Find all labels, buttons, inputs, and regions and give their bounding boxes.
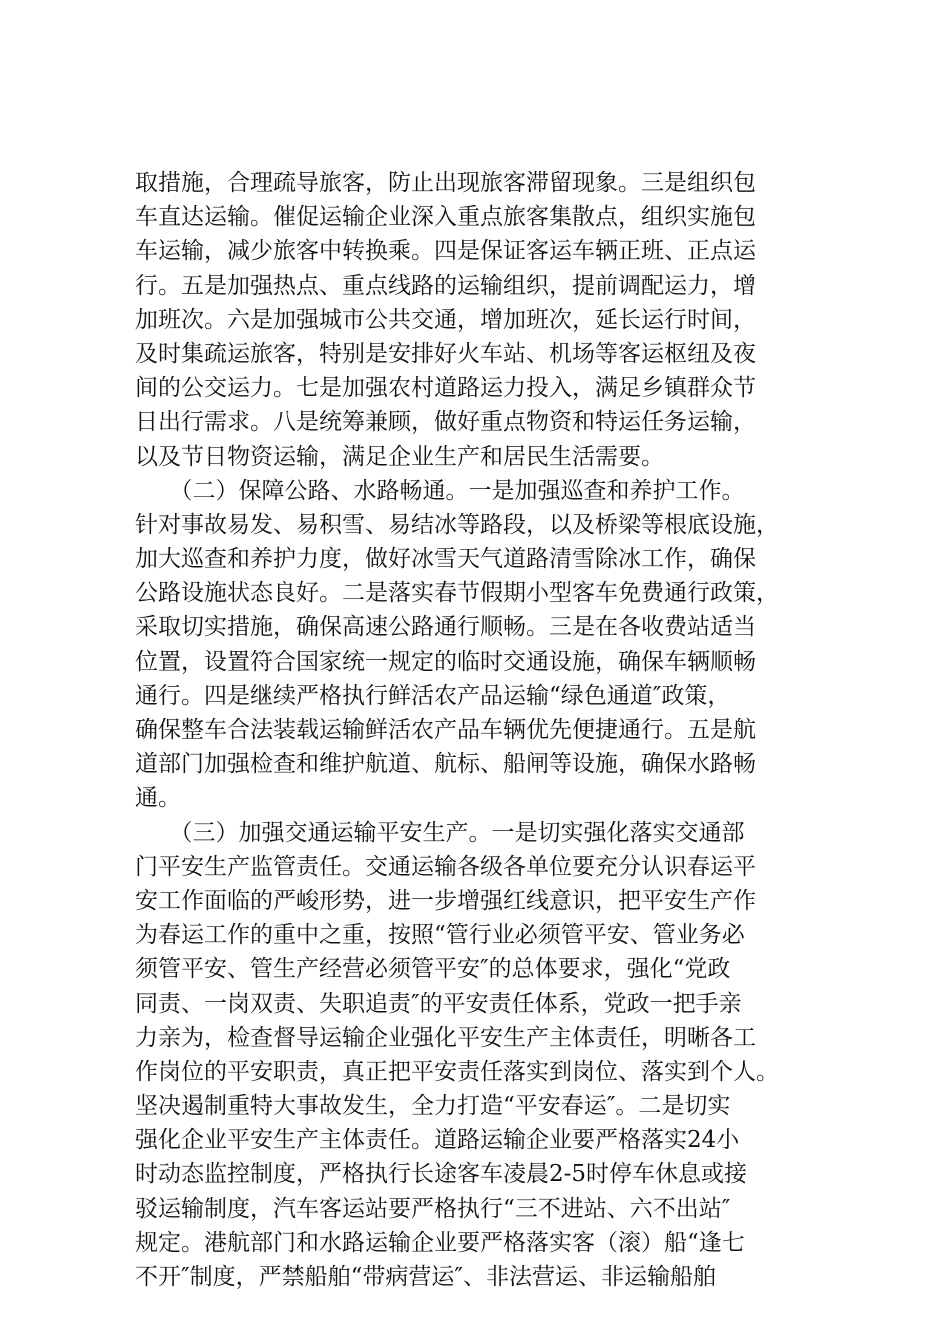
text-line: 加班次。六是加强城市公共交通，增加班次，延长运行时间， [135,306,756,333]
text-line: 加大巡查和养护力度，做好冰雪天气道路清雪除冰工作，确保 [135,546,756,573]
text-line: 同责、一岗双责、失职追责″的平安责任体系，党政一把手亲 [135,990,742,1017]
text-line: 安工作面临的严峻形势，进一步增强红线意识，把平安生产作 [135,887,756,914]
text-line: 为春运工作的重中之重，按照“管行业必须管平安、管业务必 [135,922,745,949]
text-line: 强化企业平安生产主体责任。道路运输企业要严格落实24小 [135,1127,740,1154]
text-line: 取措施，合理疏导旅客，防止出现旅客滞留现象。三是组织包 [135,170,756,196]
text-line: （三）加强交通运输平安生产。一是切实强化落实交通部 [135,819,745,846]
text-line: 通。 [135,785,181,812]
text-line: 力亲为，检查督导运输企业强化平安生产主体责任，明晰各工 [135,1024,756,1051]
text-line: 驳运输制度，汽车客运站要严格执行“三不进站、六不出站″ [135,1195,731,1222]
body-text [135,166,825,1294]
text-line: 规定。港航部门和水路运输企业要严格落实客（滚）船“逢七 [135,1229,745,1256]
text-line: 针对事故易发、易积雪、易结冰等路段，以及桥梁等根底设施， [135,511,779,538]
text-line: 时动态监控制度，严格执行长途客车凌晨2-5时停车休息或接 [135,1161,748,1188]
text-line: 须管平安、管生产经营必须管平安″的总体要求，强化“党政 [135,956,731,983]
text-line: 公路设施状态良好。二是落实春节假期小型客车免费通行政策， [135,580,779,607]
text-line: 门平安生产监管责任。交通运输各级各单位要充分认识春运平 [135,853,756,880]
text-line: 采取切实措施，确保高速公路通行顺畅。三是在各收费站适当 [135,614,756,641]
text-line: 日出行需求。八是统筹兼顾，做好重点物资和特运任务运输， [135,409,756,436]
text-line: 以及节日物资运输，满足企业生产和居民生活需要。 [135,443,664,470]
text-line: 作岗位的平安职责，真正把平安责任落实到岗位、落实到个人。 [135,1058,779,1085]
text-line: 位置，设置符合国家统一规定的临时交通设施，确保车辆顺畅 [135,648,756,675]
text-line: 不开″制度，严禁船舶“带病营运″、非法营运、非运输船舶 [135,1264,716,1290]
text-line: 及时集疏运旅客，特别是安排好火车站、机场等客运枢纽及夜 [135,340,756,367]
text-line: 车直达运输。催促运输企业深入重点旅客集散点，组织实施包 [135,204,756,231]
text-line: 坚决遏制重特大事故发生，全力打造“平安春运″。二是切实 [135,1093,731,1120]
text-line: 车运输，减少旅客中转换乘。四是保证客运车辆正班、正点运 [135,238,756,265]
text-line: 行。五是加强热点、重点线路的运输组织，提前调配运力，增 [135,272,756,299]
text-line: 通行。四是继续严格执行鲜活农产品运输“绿色通道″政策， [135,682,731,709]
text-line: 确保整车合法装载运输鲜活农产品车辆优先便捷通行。五是航 [135,717,756,743]
text-line: 道部门加强检查和维护航道、航标、船闸等设施，确保水路畅 [135,751,756,778]
text-line: （二）保障公路、水路畅通。一是加强巡查和养护工作。 [135,477,745,504]
text-line: 间的公交运力。七是加强农村道路运力投入，满足乡镇群众节 [135,375,756,402]
